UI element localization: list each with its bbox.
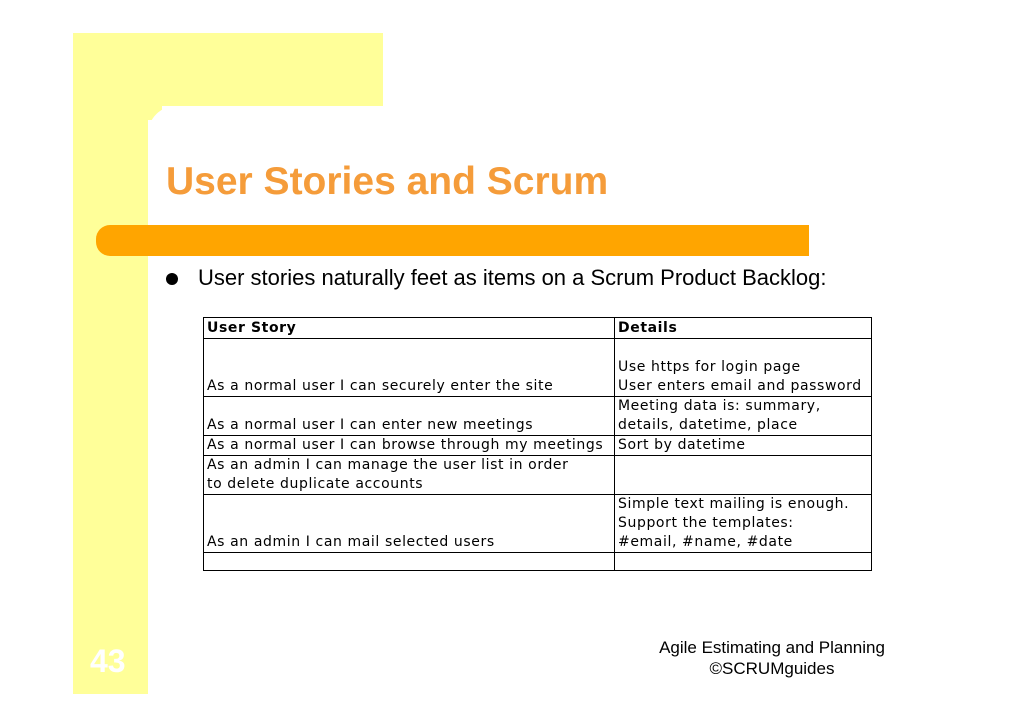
title-underline-bar	[96, 225, 809, 256]
column-header-user-story: User Story	[204, 318, 615, 339]
decorative-block-top	[73, 33, 383, 106]
user-story-cell: As an admin I can mail selected users	[204, 495, 615, 553]
table-row	[204, 495, 872, 553]
column-header-details: Details	[615, 318, 872, 339]
user-story-cell: As a normal user I can browse through my meetings	[204, 436, 615, 456]
user-story-cell: As a normal user I can enter new meetings	[204, 397, 615, 436]
details-cell	[615, 553, 872, 571]
backlog-table	[203, 317, 872, 571]
user-story-cell: As an admin I can manage the user list in order to delete duplicate accounts	[204, 456, 615, 495]
table-row	[204, 397, 872, 436]
decorative-block-left	[73, 106, 148, 694]
table-row	[204, 456, 872, 495]
user-story-cell: As a normal user I can securely enter the site	[204, 339, 615, 397]
table-row	[204, 436, 872, 456]
details-cell	[615, 456, 872, 495]
user-story-cell	[204, 553, 615, 571]
footer-line-title: Agile Estimating and Planning	[659, 638, 885, 657]
details-cell: Simple text mailing is enough. Support the templates: #email, #name, #date	[615, 495, 872, 553]
table-row	[204, 553, 872, 571]
footer	[642, 637, 902, 679]
bullet-dot	[166, 273, 178, 285]
page-number: 43	[90, 643, 126, 679]
slide-title: User Stories and Scrum	[166, 160, 609, 203]
details-cell: Meeting data is: summary, details, datetime, place	[615, 397, 872, 436]
footer-line-copyright: ©SCRUMguides	[709, 659, 835, 678]
details-cell: Use https for login page User enters email and password	[615, 339, 872, 397]
table-header-row	[204, 318, 872, 339]
bullet-text: User stories naturally feet as items on a Scrum Product Backlog:	[198, 265, 827, 290]
details-cell: Sort by datetime	[615, 436, 872, 456]
table-row	[204, 339, 872, 397]
